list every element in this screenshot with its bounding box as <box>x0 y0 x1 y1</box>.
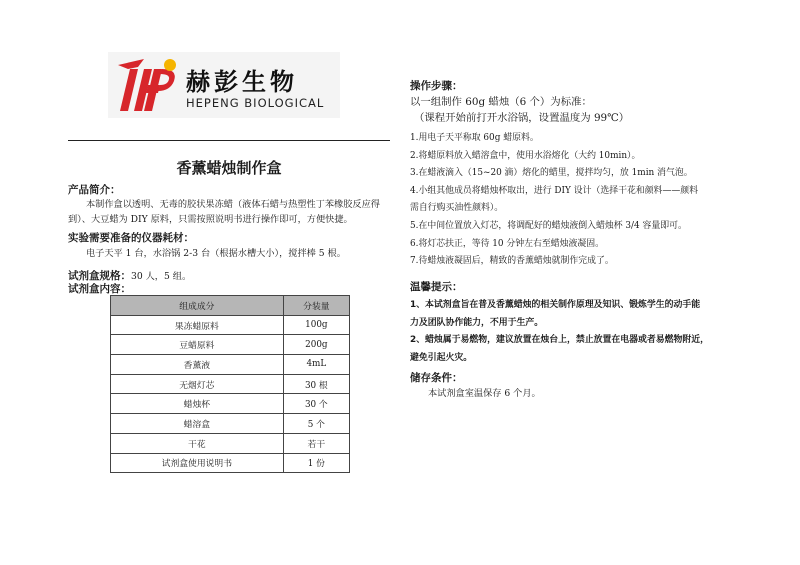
step-item: 6.将灯芯扶正，等待 10 分钟左右至蜡烛液凝固。 <box>410 238 605 249</box>
step-item: 1.用电子天平称取 60g 蜡原料。 <box>410 133 539 143</box>
tips-list <box>410 297 740 367</box>
tip-item: 2、蜡烛属于易燃物，建议放置在烛台上，禁止放置在电器或者易燃物附近， <box>410 335 710 346</box>
amount-cell: 30 个 <box>283 394 349 414</box>
component-cell: 试剂盒使用说明书 <box>111 453 284 473</box>
component-cell: 蜡溶盒 <box>111 414 284 434</box>
table-header-row <box>111 296 350 316</box>
component-cell: 干花 <box>111 433 284 453</box>
steps-note: （课程开始前打开水浴锅，设置温度为 99℃） <box>414 112 630 124</box>
amount-cell: 100g <box>283 315 349 335</box>
company-name-english: HEPENG BIOLOGICAL <box>186 96 325 110</box>
component-cell: 豆蜡原料 <box>111 335 284 355</box>
component-cell: 无烟灯芯 <box>111 374 284 394</box>
component-cell: 蜡烛杯 <box>111 394 284 414</box>
amount-cell: 若干 <box>283 433 349 453</box>
instruments-text: 电子天平 1 台，水浴锅 2-3 台（根据水槽大小），搅拌棒 5 根。 <box>86 248 346 259</box>
column-header-amount: 分装量 <box>283 296 349 316</box>
tip-item: 力及团队协作能力，不用于生产。 <box>410 317 544 328</box>
column-header-component: 组成成分 <box>111 296 284 316</box>
table-row <box>111 374 350 394</box>
storage-text: 本试剂盒室温保存 6 个月。 <box>428 388 541 399</box>
step-item: 4.小组其他成员将蜡烛杯取出，进行 DIY 设计（选择干花和颜料——颜料 <box>410 185 698 196</box>
table-row <box>111 315 350 335</box>
step-item: 7.待蜡烛液凝固后，精致的香薰蜡烛就制作完成了。 <box>410 256 614 267</box>
step-item: 需自行购买油性颜料）。 <box>410 203 504 214</box>
spec-label: 试剂盒规格： <box>68 270 131 282</box>
amount-cell: 200g <box>283 335 349 355</box>
intro-heading: 产品简介： <box>68 184 121 196</box>
amount-cell: 4mL <box>283 355 349 375</box>
table-row <box>111 433 350 453</box>
tips-heading: 温馨提示： <box>410 281 463 293</box>
component-cell: 香薰液 <box>111 355 284 375</box>
steps-list <box>410 130 740 271</box>
company-logo <box>108 52 340 118</box>
step-item: 3.在蜡液滴入（15~20 滴）熔化的蜡里，搅拌均匀，放 1min 消气泡。 <box>410 168 693 179</box>
storage-heading: 储存条件： <box>410 372 463 384</box>
intro-text: 本制作盒以透明、无毒的胶状果冻蜡（液体石蜡与热塑性丁苯橡胶反应得到）、大豆蜡为 DIY 原料，只需按照说明书进行操作即可，方便快捷。 <box>68 199 380 225</box>
component-cell: 果冻蜡原料 <box>111 315 284 335</box>
hp-logo-icon <box>114 55 180 115</box>
table-row <box>111 335 350 355</box>
tip-item: 避免引起火灾。 <box>410 352 473 363</box>
step-item: 5.在中间位置放入灯芯，将调配好的蜡烛液倒入蜡烛杯 3/4 容量即可。 <box>410 220 687 231</box>
table-row <box>111 394 350 414</box>
amount-cell: 1 份 <box>283 453 349 473</box>
table-row <box>111 453 350 473</box>
tip-item: 1、本试剂盒旨在普及香薰蜡烛的相关制作原理及知识、锻炼学生的动手能 <box>410 300 701 310</box>
company-name-chinese: 赫彭生物 <box>186 68 298 96</box>
amount-cell: 30 根 <box>283 374 349 394</box>
instruments-heading: 实验需要准备的仪器耗材： <box>68 232 194 244</box>
step-item: 2.将蜡原料放入蜡溶盒中，使用水浴熔化（大约 10min）。 <box>410 150 641 161</box>
table-row <box>111 355 350 375</box>
contents-heading: 试剂盒内容： <box>68 283 131 295</box>
document-title: 香薰蜡烛制作盒 <box>176 159 282 177</box>
steps-intro: 以一组制作 60g 蜡烛（6 个）为标准： <box>410 96 592 108</box>
steps-heading: 操作步骤： <box>410 80 463 92</box>
amount-cell: 5 个 <box>283 414 349 434</box>
contents-table <box>110 295 350 473</box>
table-row <box>111 414 350 434</box>
divider-line <box>68 140 390 141</box>
spec-value: 30 人，5 组。 <box>131 271 192 282</box>
